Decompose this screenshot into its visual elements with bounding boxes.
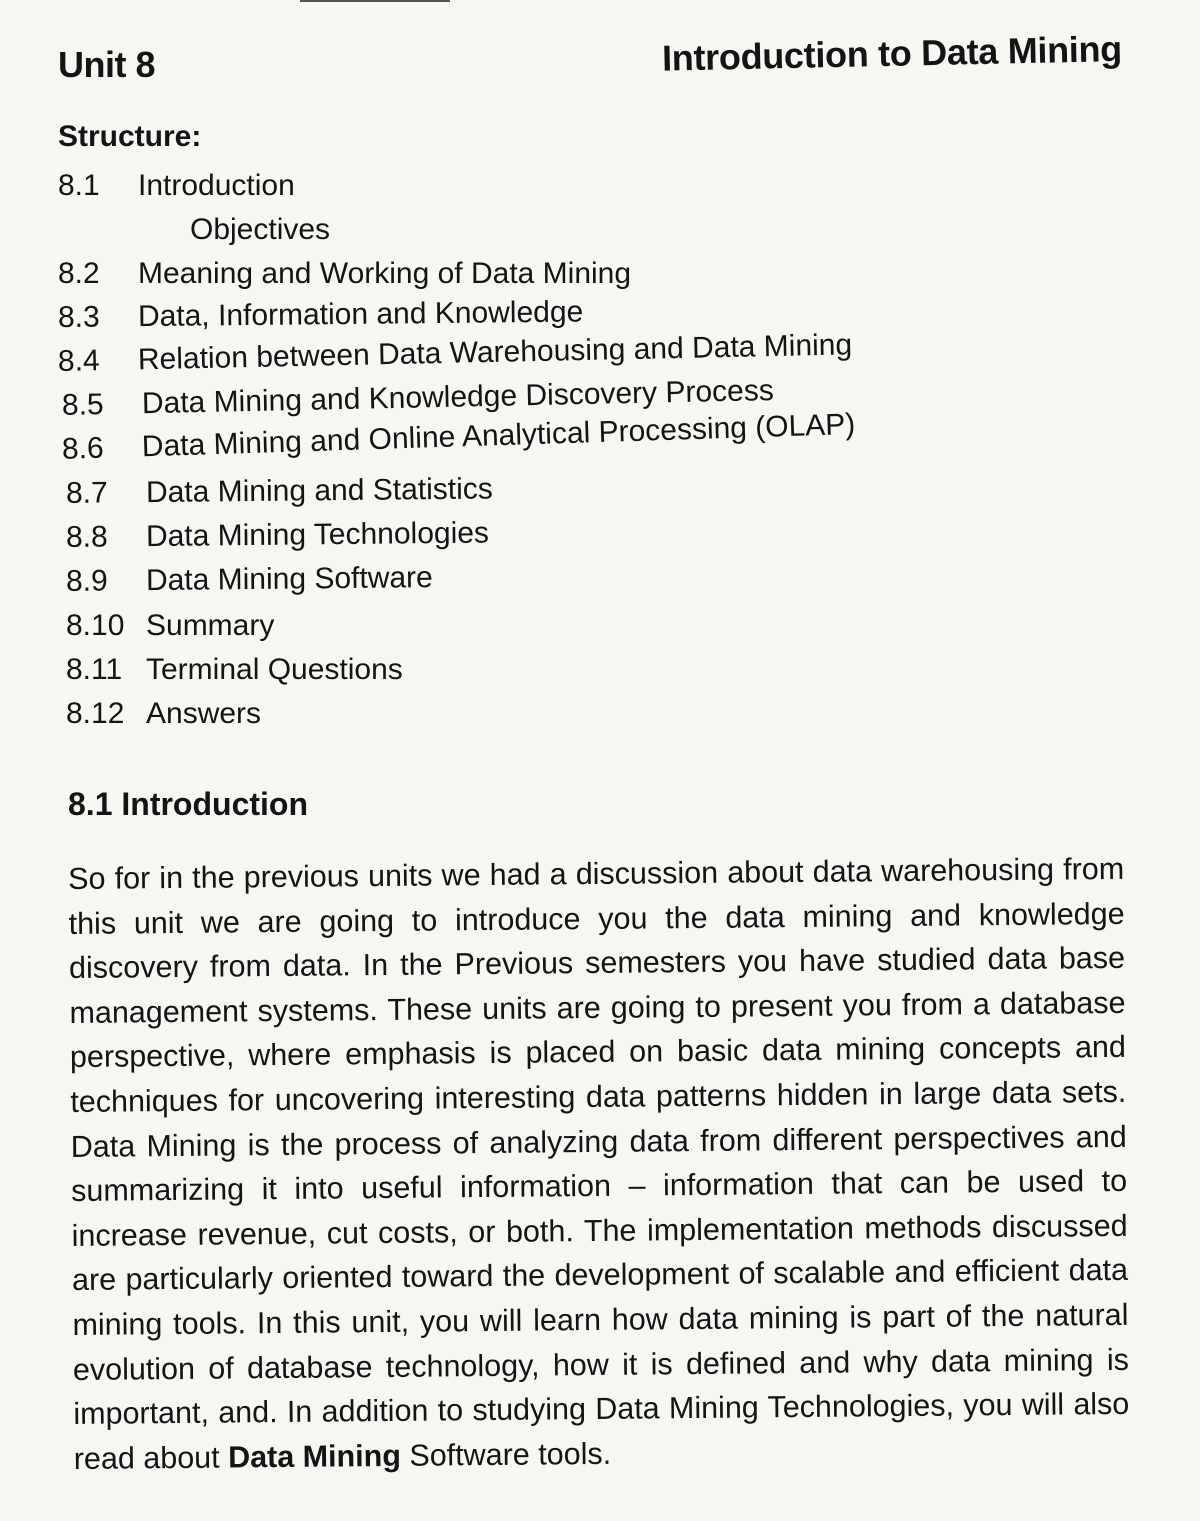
toc-item-number: 8.4 (57, 344, 101, 378)
toc-item-text: Data Mining and Statistics (145, 472, 493, 510)
toc-item-number: 8.5 (61, 388, 105, 422)
toc-item-text: Objectives (190, 213, 331, 246)
unit-label: Unit 8 (58, 44, 156, 85)
top-rule (300, 0, 450, 2)
unit-title: Introduction to Data Mining (661, 28, 1123, 79)
toc-subitem (58, 210, 958, 254)
toc-item (58, 650, 958, 694)
toc-item-text: Answers (146, 697, 262, 730)
intro-text: So for in the previous units we had a discussion about data warehousing from this unit we are going to introduce you the data mining and knowledge discovery from data. In the Previous semesters you have studied data base management systems. These units are going to present you from a database perspective, where emphasis is placed on basic data mining concepts and techniques for uncovering interesting data patterns hidden in large data sets. Data Mining is the process of analyzing data from different perspectives and summarizing it into useful information – information that can be used to increase revenue, cut costs, or both. The implementation methods discussed are particularly oriented toward the development of scalable and efficient data mining tools. In this unit, you will learn how data mining is part of the natural evolution of database technology, how it is defined and why data mining is important, and. In addition to studying Data Mining Technologies, you will also read about (68, 851, 1130, 1476)
toc-item (58, 166, 958, 210)
toc-item (58, 694, 958, 738)
toc-item-number: 8.6 (61, 431, 105, 466)
toc-item-text: Introduction (138, 169, 295, 202)
toc-item-number (58, 210, 138, 254)
section-heading: 8.1 Introduction (68, 786, 308, 822)
toc-item-text: Meaning and Working of Data Mining (138, 257, 632, 290)
toc-item-text: Summary (146, 609, 275, 642)
structure-list (58, 166, 958, 738)
intro-text-emphasis: Data Mining (227, 1438, 402, 1474)
toc-item-text: Data Mining Software (145, 561, 433, 598)
toc-item (58, 553, 958, 606)
toc-item-text: Terminal Questions (146, 653, 403, 686)
toc-item-text: Relation between Data Warehousing and Data Mining (137, 328, 853, 377)
toc-item-number: 8.11 (66, 653, 123, 686)
toc-item-number: 8.9 (65, 564, 108, 598)
toc-item-text: Data Mining and Knowledge Discovery Process (141, 374, 775, 421)
structure-heading: Structure: (58, 120, 202, 153)
toc-item-number: 8.1 (58, 169, 100, 202)
intro-text-end: Software tools. (400, 1436, 612, 1473)
toc-item-number: 8.8 (65, 520, 108, 554)
toc-item-text: Data Mining and Online Analytical Processing (OLAP) (141, 407, 856, 464)
toc-item-number: 8.3 (57, 300, 100, 334)
toc-item-number: 8.12 (66, 697, 125, 730)
toc-item-text: Data Mining Technologies (145, 516, 490, 554)
toc-item-number: 8.10 (66, 609, 125, 642)
toc-item-number: 8.7 (65, 476, 108, 510)
toc-item (58, 606, 958, 650)
toc-item-text: Data, Information and Knowledge (137, 295, 584, 334)
toc-item-number: 8.2 (58, 257, 100, 290)
intro-paragraph (68, 846, 1130, 1480)
